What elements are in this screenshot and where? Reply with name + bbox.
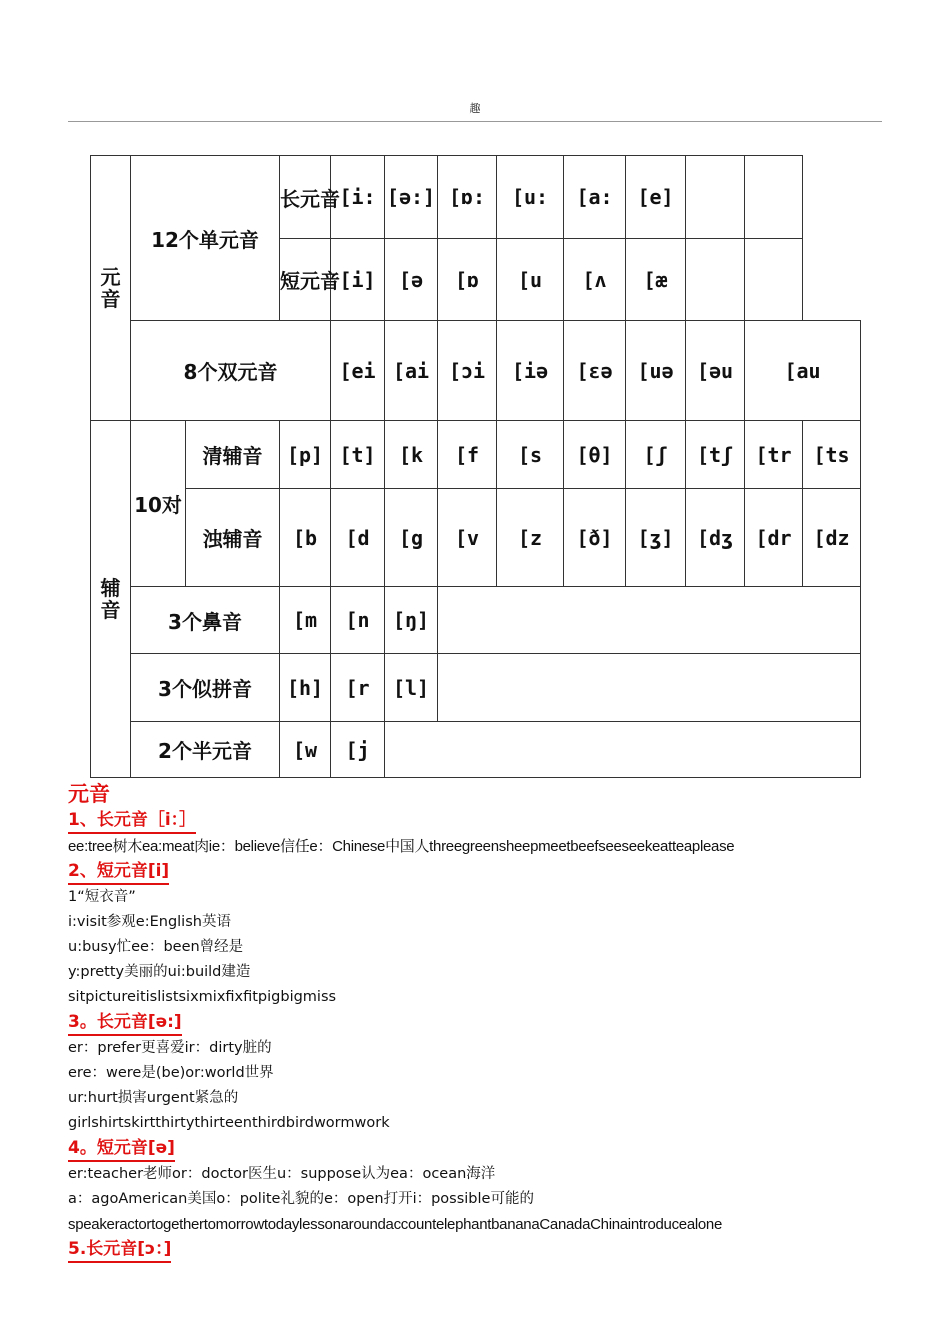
short-vowel-cell: [u: [497, 239, 564, 321]
voiceless-cell: [ʃ: [626, 421, 686, 489]
nasal-label: 3个鼻音: [131, 587, 280, 654]
voiced-cell: [dr: [745, 489, 803, 587]
text-line: 1“短衣音”: [68, 889, 136, 905]
voiced-cell: [ʒ]: [626, 489, 686, 587]
diphthong-label: 8个双元音: [131, 321, 331, 421]
short-vowel-cell: [ʌ: [564, 239, 626, 321]
diphthong-cell: [ei: [331, 321, 385, 421]
voiced-cell: [b: [280, 489, 331, 587]
section-heading: 4。短元音[ə]: [68, 1136, 175, 1162]
diphthong-cell: [əu: [686, 321, 745, 421]
liquid-cell: [l]: [385, 654, 438, 722]
voiced-cell: [v: [438, 489, 497, 587]
text-line: u:busy忙ee：been曾经是: [68, 939, 244, 955]
voiceless-cell: [tʃ: [686, 421, 745, 489]
voiceless-label: 清辅音: [186, 421, 280, 489]
text-line: y:pretty美丽的ui:build建造: [68, 964, 251, 980]
short-vowel-cell: [æ: [626, 239, 686, 321]
nasal-cell: [ŋ]: [385, 587, 438, 654]
text-line: i:visit参观e:English英语: [68, 914, 231, 930]
long-vowel-label: 长元音: [280, 156, 331, 239]
text-line: speakeractortogethertomorrowtodaylessonaroundaccountelephantbananaCanadaChinaintroducealone: [68, 1216, 723, 1233]
header-mark: 趣: [469, 102, 481, 115]
section-heading: 5.长元音[ɔ：]: [68, 1237, 171, 1263]
long-vowel-cell: [ə:]: [385, 156, 438, 239]
long-vowel-cell: [686, 156, 745, 239]
voiced-cell: [z: [497, 489, 564, 587]
long-vowel-cell: [e]: [626, 156, 686, 239]
liquid-cell: [r: [331, 654, 385, 722]
semivowel-cell: [w: [280, 722, 331, 778]
content-body: [68, 780, 888, 1263]
voiced-label: 浊辅音: [186, 489, 280, 587]
consonants-label: 辅音: [91, 421, 131, 778]
semivowel-label: 2个半元音: [131, 722, 280, 778]
short-vowel-label: 短元音: [280, 239, 331, 321]
diphthong-cell: [ɔi: [438, 321, 497, 421]
long-vowel-cell: [745, 156, 803, 239]
long-vowel-cell: [ɒ:: [438, 156, 497, 239]
header-divider: [68, 121, 882, 122]
short-vowel-cell: [ɒ: [438, 239, 497, 321]
monophthong-label: 12个单元音: [131, 156, 280, 321]
voiceless-cell: [p]: [280, 421, 331, 489]
voiced-cell: [dʒ: [686, 489, 745, 587]
voiceless-cell: [θ]: [564, 421, 626, 489]
pairs-label: 10对: [131, 421, 186, 587]
diphthong-cell: [iə: [497, 321, 564, 421]
text-line: ee:tree树木ea:meat肉ie：believe信任e：Chinese中国人threegreensheepmeetbeefseeseekeatteaplease: [68, 838, 735, 855]
empty-cell: [438, 587, 861, 654]
text-line: er:teacher老师or：doctor医生u：suppose认为ea：ocean海洋: [68, 1166, 496, 1182]
empty-cell: [438, 654, 861, 722]
long-vowel-cell: [i:: [331, 156, 385, 239]
voiceless-cell: [tr: [745, 421, 803, 489]
short-vowel-cell: [745, 239, 803, 321]
voiceless-cell: [s: [497, 421, 564, 489]
phonetic-table: [90, 155, 861, 778]
text-line: ur:hurt损害urgent紧急的: [68, 1090, 239, 1106]
vowels-label: 元音: [91, 156, 131, 421]
semivowel-cell: [j: [331, 722, 385, 778]
diphthong-cell: [ai: [385, 321, 438, 421]
nasal-cell: [n: [331, 587, 385, 654]
voiced-cell: [g: [385, 489, 438, 587]
voiceless-cell: [t]: [331, 421, 385, 489]
liquid-label: 3个似拼音: [131, 654, 280, 722]
section-title: 元音: [68, 782, 110, 806]
voiced-cell: [dz: [803, 489, 861, 587]
short-vowel-cell: [ə: [385, 239, 438, 321]
voiced-cell: [d: [331, 489, 385, 587]
diphthong-cell: [uə: [626, 321, 686, 421]
section-heading: 3。长元音[ə:]: [68, 1010, 182, 1036]
voiceless-cell: [f: [438, 421, 497, 489]
empty-cell: [385, 722, 861, 778]
diphthong-cell: [ɛə: [564, 321, 626, 421]
text-line: a：agoAmerican美国o：polite礼貌的e：open打开i：possible可能的: [68, 1191, 534, 1207]
text-line: sitpictureitislistsixmixfixfitpigbigmiss: [68, 989, 337, 1005]
voiced-cell: [ð]: [564, 489, 626, 587]
voiceless-cell: [ts: [803, 421, 861, 489]
diphthong-cell: [au: [745, 321, 861, 421]
liquid-cell: [h]: [280, 654, 331, 722]
text-line: girlshirtskirtthirtythirteenthirdbirdwormwork: [68, 1115, 390, 1131]
long-vowel-cell: [u:: [497, 156, 564, 239]
voiceless-cell: [k: [385, 421, 438, 489]
short-vowel-cell: [686, 239, 745, 321]
long-vowel-cell: [a:: [564, 156, 626, 239]
short-vowel-cell: [i]: [331, 239, 385, 321]
section-heading: 2、短元音[i]: [68, 859, 169, 885]
text-line: er：prefer更喜爱ir：dirty脏的: [68, 1040, 272, 1056]
nasal-cell: [m: [280, 587, 331, 654]
section-heading: 1、长元音［i：］: [68, 808, 196, 834]
text-line: ere：were是(be)or:world世界: [68, 1065, 274, 1081]
